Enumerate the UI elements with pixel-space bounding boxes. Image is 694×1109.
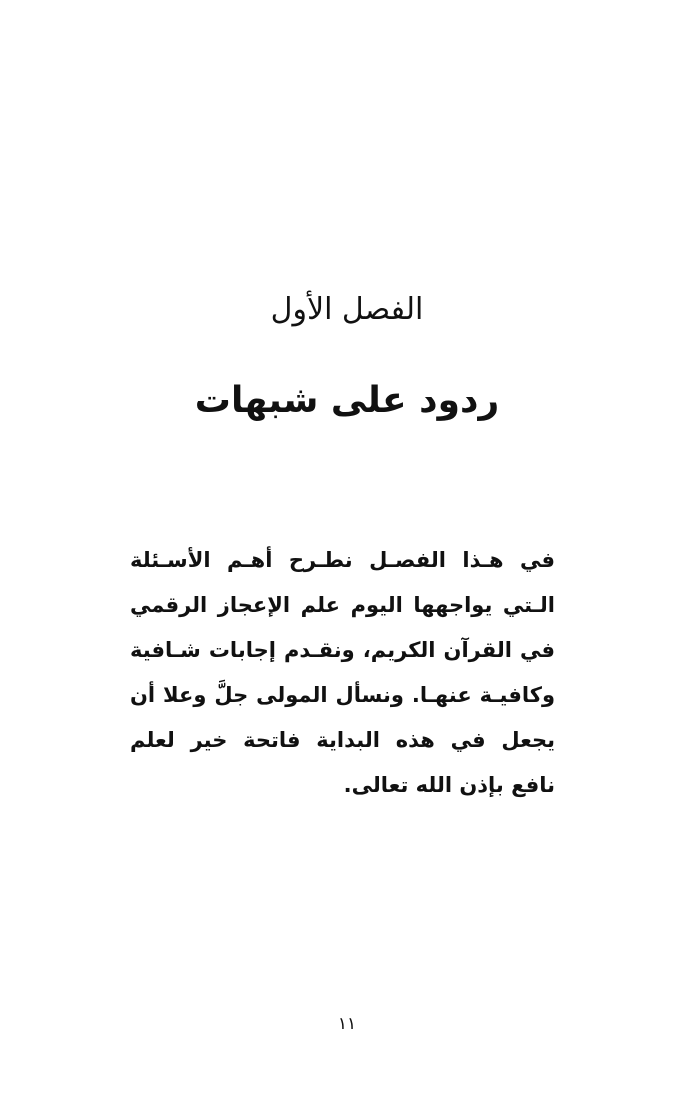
intro-paragraph: في هـذا الفصـل نطـرح أهـم الأسـئلة الـتي يواجهها اليوم علم الإعجاز الرقمي في القرآن الكريم، ونقـدم إجابات شـافية وكافيـة عنهـا. ونسأل المولى جلَّ وعلا أن يجعل في هذه البداية فاتحة خير لعلم نافع بإذن الله تعالى. — [130, 548, 555, 797]
chapter-label: الفصل الأول — [270, 292, 424, 327]
page-number: ١١ — [337, 1014, 357, 1034]
chapter-title: ردود على شبهات — [194, 380, 500, 421]
